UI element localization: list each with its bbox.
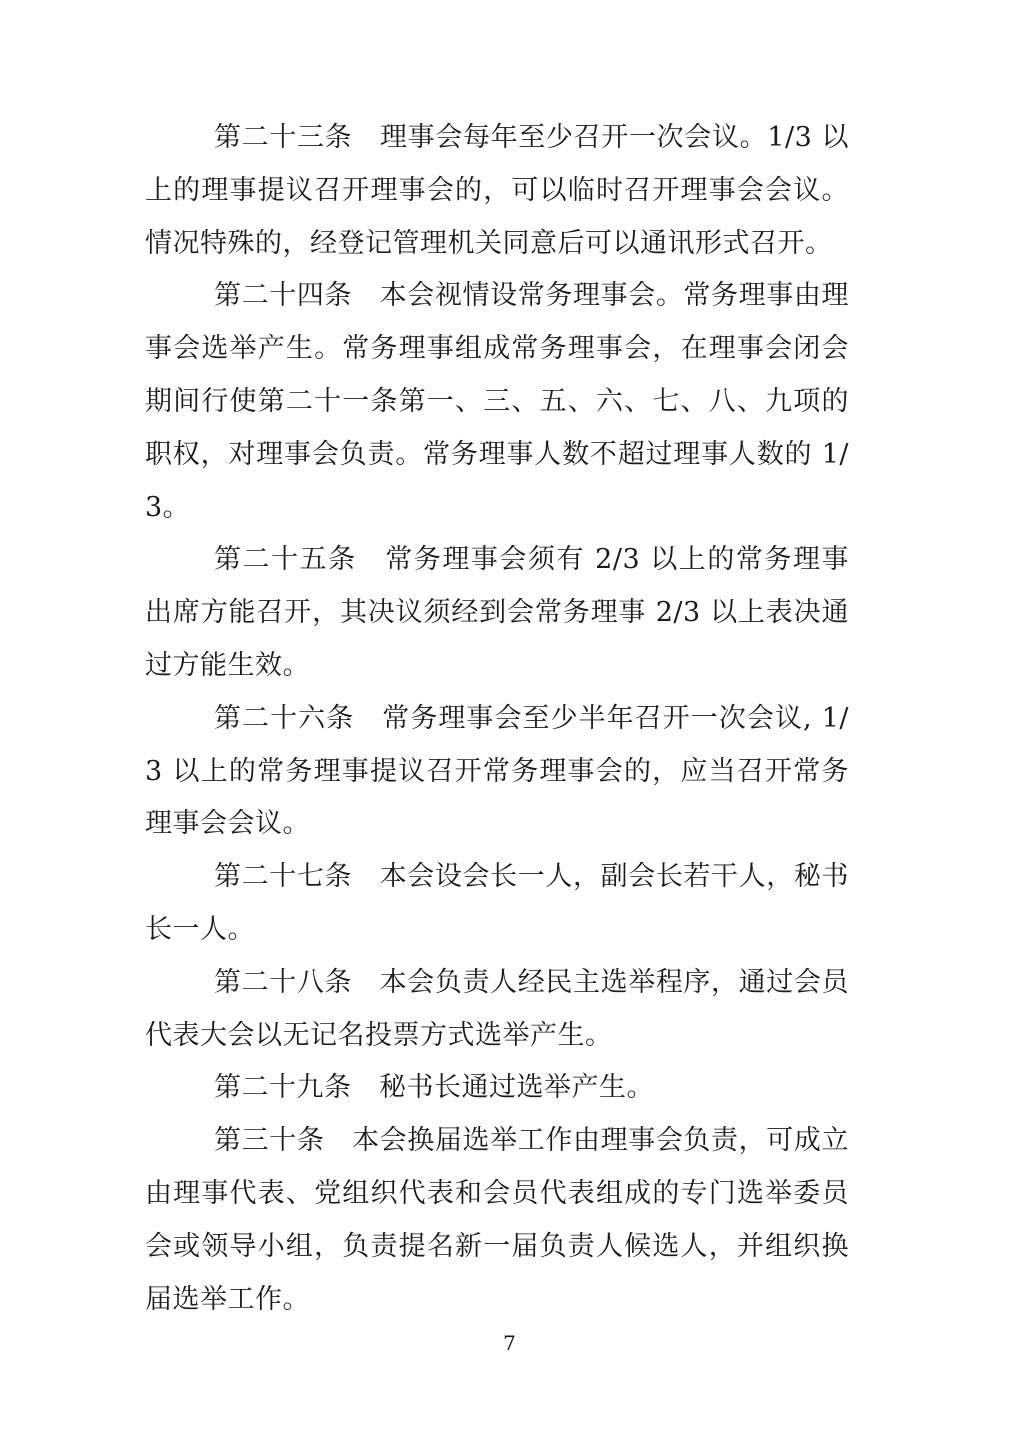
paragraph-article-26: 第二十六条 常务理事会至少半年召开一次会议, 1/3 以上的常务理事提议召开常务理事会的，应当召开常务理事会会议。 xyxy=(145,702,849,840)
paragraph-article-24: 第二十四条 本会视情设常务理事会。常务理事由理事会选举产生。常务理事组成常务理事会，在理事会闭会期间行使第二十一条第一、三、五、六、七、八、九项的职权，对理事会负责。常务理事人数不超过理事人数的 1/3。 xyxy=(145,280,849,523)
paragraph-article-29: 第二十九条 秘书长通过选举产生。 xyxy=(214,1072,654,1104)
page-number: 7 xyxy=(503,1331,516,1355)
paragraph-article-23: 第二十三条 理事会每年至少召开一次会议。1/3 以上的理事提议召开理事会的，可以临时召开理事会会议。情况特殊的，经登记管理机关同意后可以通讯形式召开。 xyxy=(145,122,849,259)
paragraph-article-25: 第二十五条 常务理事会须有 2/3 以上的常务理事出席方能召开，其决议须经到会常务理事 2/3 以上表决通过方能生效。 xyxy=(145,544,849,681)
document-body xyxy=(145,112,849,1326)
paragraph-article-30: 第三十条 本会换届选举工作由理事会负责，可成立由理事代表、党组织代表和会员代表组成的专门选举委员会或领导小组，负责提名新一届负责人候选人，并组织换届选举工作。 xyxy=(145,1125,849,1315)
paragraph-article-28: 第二十八条 本会负责人经民主选举程序，通过会员代表大会以无记名投票方式选举产生。 xyxy=(145,966,849,1051)
paragraph-article-27: 第二十七条 本会设会长一人，副会长若干人，秘书长一人。 xyxy=(145,861,849,945)
